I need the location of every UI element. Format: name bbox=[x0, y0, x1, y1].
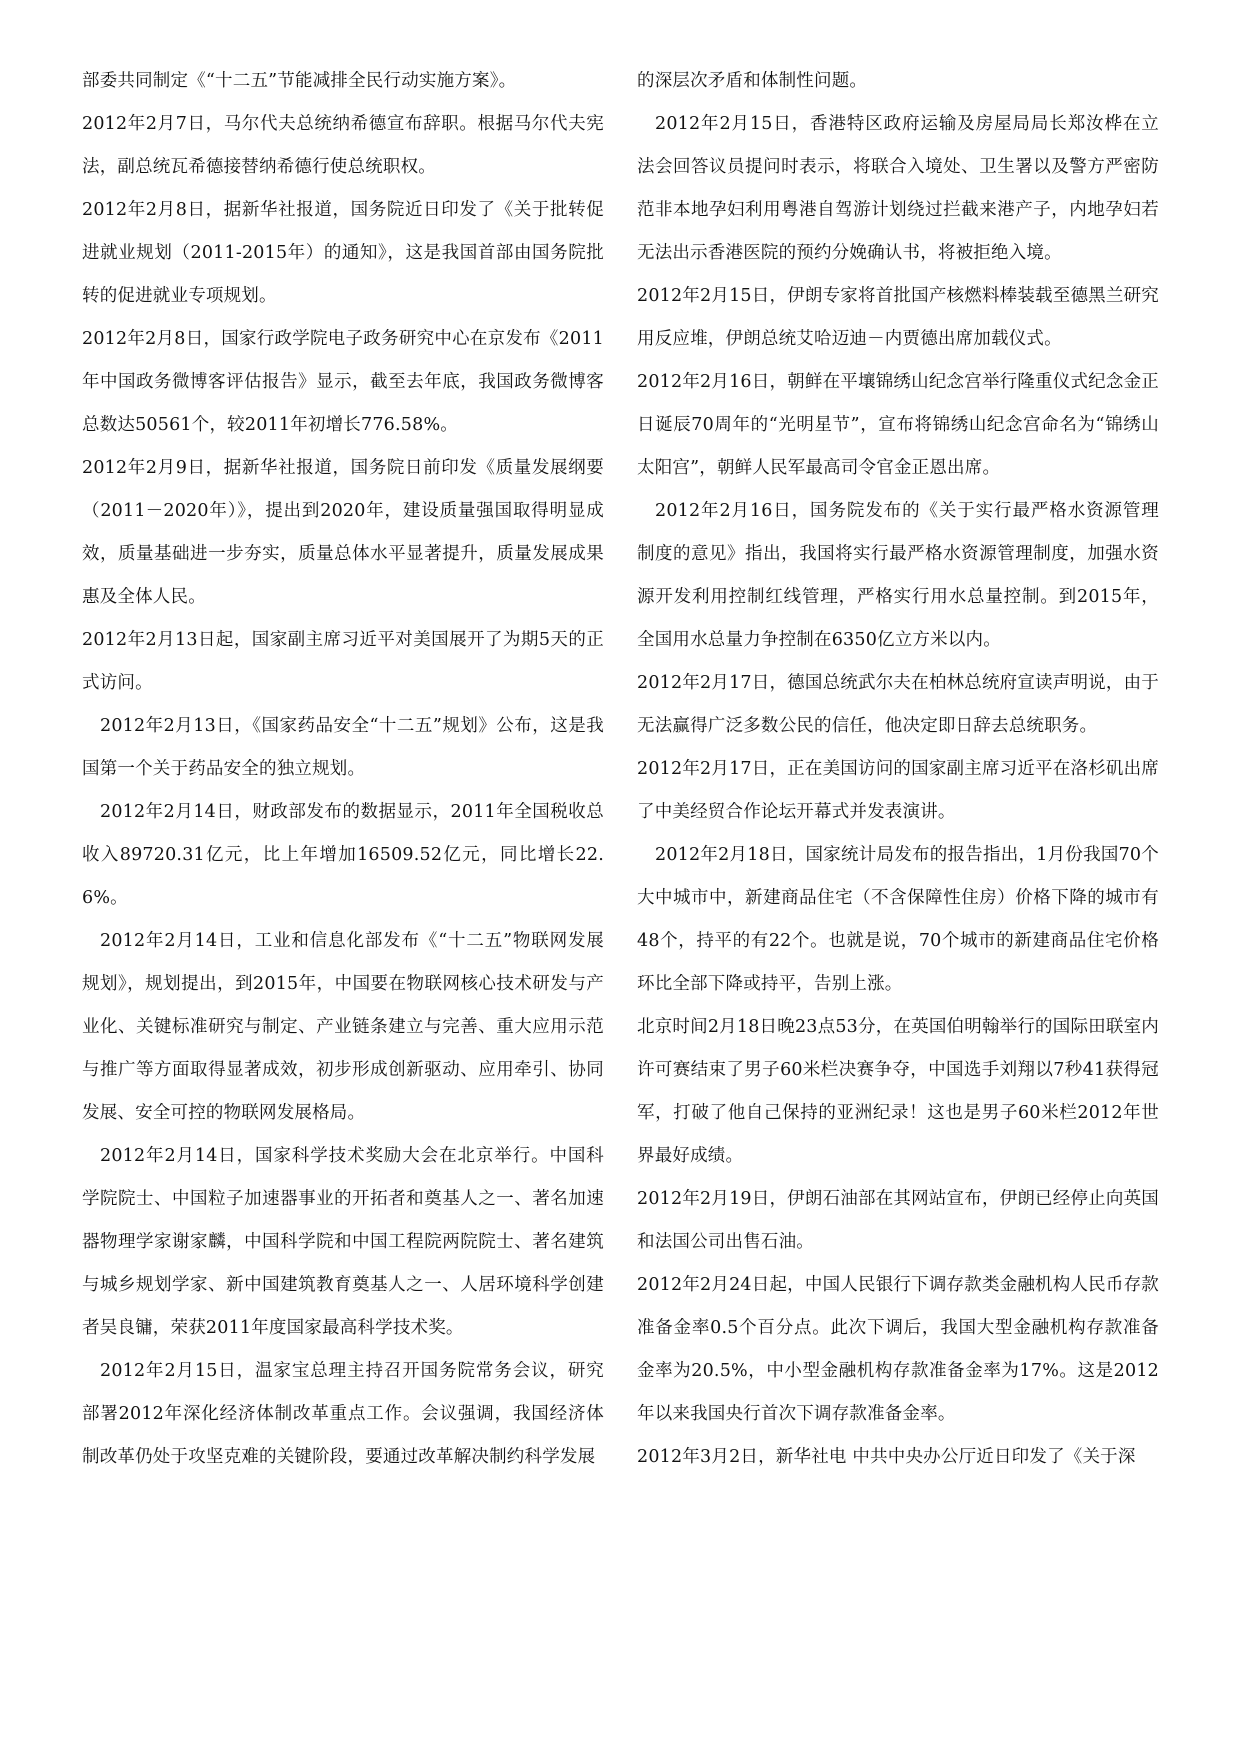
paragraph: 2012年2月15日，香港特区政府运输及房屋局局长郑汝桦在立法会回答议员提问时表示，将联合入境处、卫生署以及警方严密防范非本地孕妇利用粤港自驾游计划绕过拦截来港产子，内地孕妇若无法出示香港医院的预约分娩确认书，将被拒绝入境。 bbox=[637, 114, 1159, 263]
paragraph: 2012年2月15日，伊朗专家将首批国产核燃料棒装载至德黑兰研究用反应堆，伊朗总统艾哈迈迪－内贾德出席加载仪式。 bbox=[637, 286, 1159, 349]
paragraph: 北京时间2月18日晚23点53分，在英国伯明翰举行的国际田联室内许可赛结束了男子60米栏决赛争夺，中国选手刘翔以7秒41获得冠军，打破了他自己保持的亚洲纪录！这也是男子60米栏2012年世界最好成绩。 bbox=[637, 1017, 1159, 1166]
paragraph: 2012年2月7日，马尔代夫总统纳希德宣布辞职。根据马尔代夫宪法，副总统瓦希德接替纳希德行使总统职权。 bbox=[82, 114, 604, 177]
paragraph: 2012年2月13日，《国家药品安全“十二五”规划》公布，这是我国第一个关于药品安全的独立规划。 bbox=[82, 716, 604, 779]
paragraph: 2012年2月18日，国家统计局发布的报告指出，1月份我国70个大中城市中，新建商品住宅（不含保障性住房）价格下降的城市有48个，持平的有22个。也就是说，70个城市的新建商品住宅价格环比全部下降或持平，告别上涨。 bbox=[637, 845, 1159, 994]
paragraph: 2012年2月15日，温家宝总理主持召开国务院常务会议，研究部署2012年深化经济体制改革重点工作。会议强调，我国经济体制改革仍处于攻坚克难的关键阶段，要通过改革解决制约科学发展 bbox=[82, 1361, 604, 1467]
paragraph: 2012年2月17日，正在美国访问的国家副主席习近平在洛杉矶出席了中美经贸合作论坛开幕式并发表演讲。 bbox=[637, 759, 1159, 822]
paragraph: 2012年3月2日，新华社电 中共中央办公厅近日印发了《关于深 bbox=[637, 1447, 1136, 1467]
paragraph: 2012年2月9日，据新华社报道，国务院日前印发《质量发展纲要（2011－2020年）》，提出到2020年，建设质量强国取得明显成效，质量基础进一步夯实，质量总体水平显著提升，质量发展成果惠及全体人民。 bbox=[82, 458, 604, 607]
paragraph: 2012年2月16日，国务院发布的《关于实行最严格水资源管理制度的意见》指出，我国将实行最严格水资源管理制度，加强水资源开发利用控制红线管理，严格实行用水总量控制。到2015年，全国用水总量力争控制在6350亿立方米以内。 bbox=[637, 501, 1159, 650]
left-column bbox=[82, 60, 604, 1479]
paragraph: 的深层次矛盾和体制性问题。 bbox=[637, 71, 868, 91]
paragraph: 2012年2月24日起，中国人民银行下调存款类金融机构人民币存款准备金率0.5个百分点。此次下调后，我国大型金融机构存款准备金率为20.5%，中小型金融机构存款准备金率为17%。这是2012年以来我国央行首次下调存款准备金率。 bbox=[637, 1275, 1159, 1424]
paragraph: 2012年2月14日，工业和信息化部发布《“十二五”物联网发展规划》，规划提出，到2015年，中国要在物联网核心技术研发与产业化、关键标准研究与制定、产业链条建立与完善、重大应用示范与推广等方面取得显著成效，初步形成创新驱动、应用牵引、协同发展、安全可控的物联网发展格局。 bbox=[82, 931, 604, 1123]
paragraph: 2012年2月13日起，国家副主席习近平对美国展开了为期5天的正式访问。 bbox=[82, 630, 604, 693]
paragraph: 2012年2月14日，财政部发布的数据显示，2011年全国税收总收入89720.31亿元，比上年增加16509.52亿元，同比增长22.6%。 bbox=[82, 802, 604, 908]
paragraph: 2012年2月14日，国家科学技术奖励大会在北京举行。中国科学院院士、中国粒子加速器事业的开拓者和奠基人之一、著名加速器物理学家谢家麟，中国科学院和中国工程院两院院士、著名建筑与城乡规划学家、新中国建筑教育奠基人之一、人居环境科学创建者吴良镛，荣获2011年度国家最高科学技术奖。 bbox=[82, 1146, 604, 1338]
paragraph: 2012年2月8日，据新华社报道，国务院近日印发了《关于批转促进就业规划（2011-2015年）的通知》，这是我国首部由国务院批转的促进就业专项规划。 bbox=[82, 200, 604, 306]
right-column bbox=[637, 60, 1159, 1479]
paragraph: 2012年2月16日，朝鲜在平壤锦绣山纪念宫举行隆重仪式纪念金正日诞辰70周年的“光明星节”，宣布将锦绣山纪念宫命名为“锦绣山太阳宫”，朝鲜人民军最高司令官金正恩出席。 bbox=[637, 372, 1159, 478]
paragraph: 2012年2月19日，伊朗石油部在其网站宣布，伊朗已经停止向英国和法国公司出售石油。 bbox=[637, 1189, 1159, 1252]
paragraph: 2012年2月8日，国家行政学院电子政务研究中心在京发布《2011年中国政务微博客评估报告》显示，截至去年底，我国政务微博客总数达50561个，较2011年初增长776.58%。 bbox=[82, 329, 604, 435]
paragraph: 部委共同制定《“十二五”节能减排全民行动实施方案》。 bbox=[82, 71, 517, 91]
paragraph: 2012年2月17日，德国总统武尔夫在柏林总统府宣读声明说，由于无法赢得广泛多数公民的信任，他决定即日辞去总统职务。 bbox=[637, 673, 1159, 736]
